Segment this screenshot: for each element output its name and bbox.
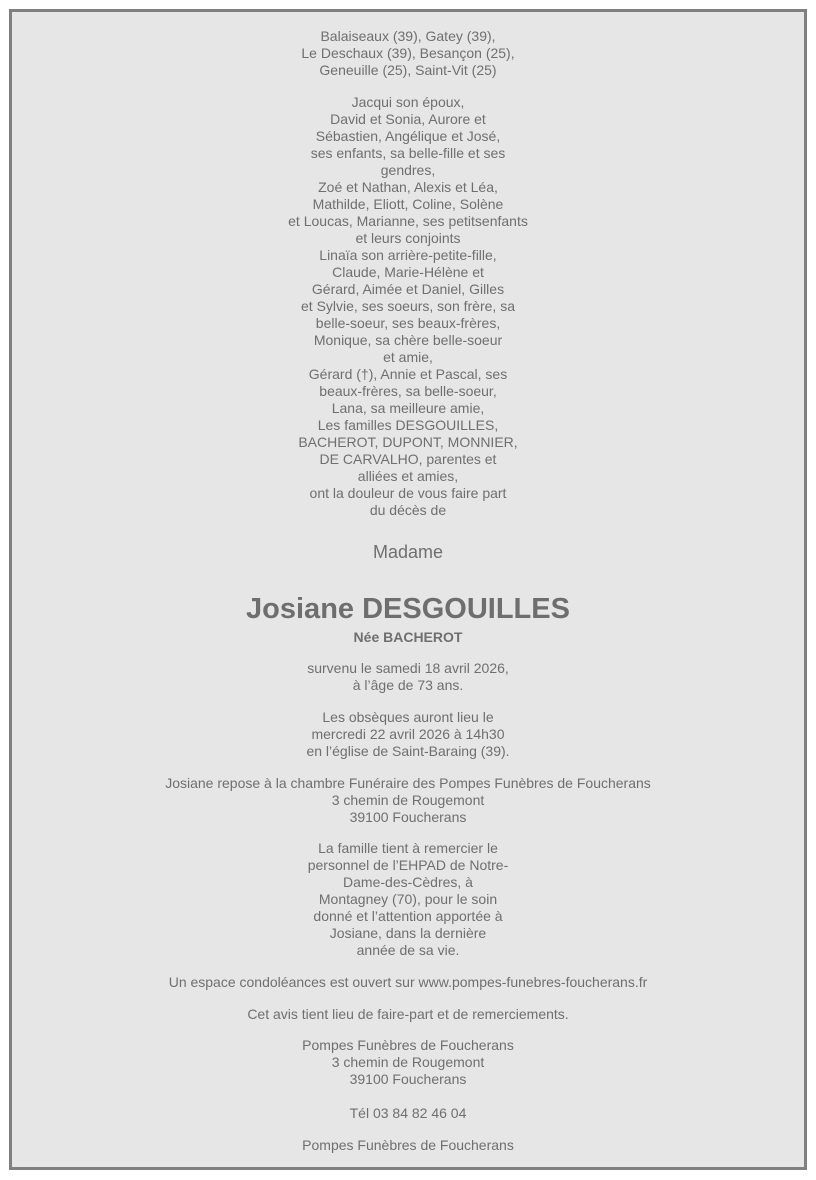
thanks-line: Montagney (70), pour le soin <box>318 891 498 907</box>
maiden-name: Née BACHEROT <box>353 629 463 645</box>
family-line: Zoé et Nathan, Alexis et Léa, <box>318 179 498 195</box>
thanks-line: année de sa vie. <box>356 942 460 958</box>
family-line: et leurs conjoints <box>355 230 461 246</box>
family-line: du décès de <box>369 502 447 518</box>
family-line: DE CARVALHO, parentes et <box>319 451 497 467</box>
deceased-name: Josiane DESGOUILLES <box>246 593 570 625</box>
thanks-line: La famille tient à remercier le <box>318 840 498 856</box>
family-line: David et Sonia, Aurore et <box>330 111 486 127</box>
repose-line: 3 chemin de Rougemont <box>331 792 485 808</box>
family-line: Les familles DESGOUILLES, <box>317 417 499 433</box>
signature-text: Pompes Funèbres de Foucherans <box>302 1137 514 1153</box>
thanks-line: donné et l’attention apportée à <box>313 908 503 924</box>
death-line: survenu le samedi 18 avril 2026, <box>307 660 509 676</box>
funeral-home-line: Pompes Funèbres de Foucherans <box>302 1037 514 1053</box>
family-line: gendres, <box>380 162 436 178</box>
family-line: Gérard, Aimée et Daniel, Gilles <box>311 281 505 297</box>
funeral-home-line: 39100 Foucherans <box>349 1071 467 1087</box>
towns-block <box>12 28 804 79</box>
funeral-block <box>12 709 804 760</box>
towns-line: Geneuille (25), Saint-Vit (25) <box>319 62 497 78</box>
thanks-block <box>12 840 804 959</box>
family-line: Lana, sa meilleure amie, <box>331 400 485 416</box>
family-line: Mathilde, Eliott, Coline, Solène <box>312 196 504 212</box>
death-line: à l’âge de 73 ans. <box>352 677 464 693</box>
family-line: Sébastien, Angélique et José, <box>315 128 501 144</box>
thanks-line: Josiane, dans la dernière <box>329 925 487 941</box>
honorific: Madame <box>372 542 444 562</box>
funeral-home-block <box>12 1037 804 1088</box>
family-line: Claude, Marie-Hélène et <box>332 264 484 280</box>
family-line: Jacqui son époux, <box>351 94 465 110</box>
thanks-line: personnel de l’EHPAD de Notre- <box>307 857 509 873</box>
funeral-home-line: 3 chemin de Rougemont <box>331 1054 485 1070</box>
funeral-line: en l’église de Saint-Baraing (39). <box>306 743 510 759</box>
notice-text: Cet avis tient lieu de faire-part et de remerciements. <box>247 1006 569 1022</box>
family-line: et Loucas, Marianne, ses petitsenfants <box>288 213 528 229</box>
family-line: ses enfants, sa belle-fille et ses <box>310 145 506 161</box>
obituary-notice <box>9 9 807 1170</box>
family-line: ont la douleur de vous faire part <box>309 485 507 501</box>
death-block <box>12 660 804 694</box>
repose-line: 39100 Foucherans <box>349 809 467 825</box>
towns-line: Balaiseaux (39), Gatey (39), <box>320 28 496 44</box>
family-line: Monique, sa chère belle-soeur <box>313 332 503 348</box>
family-line: Linaïa son arrière-petite-fille, <box>319 247 497 263</box>
family-line: et amie, <box>383 349 433 365</box>
condolences-text: Un espace condoléances est ouvert sur www.pompes-funebres-foucherans.fr <box>168 974 648 990</box>
family-line: Gérard (†), Annie et Pascal, ses <box>308 366 508 382</box>
family-block <box>12 94 804 519</box>
towns-line: Le Deschaux (39), Besançon (25), <box>301 45 515 61</box>
phone-text: Tél 03 84 82 46 04 <box>349 1105 467 1121</box>
repose-line: Josiane repose à la chambre Funéraire des Pompes Funèbres de Foucherans <box>165 775 651 791</box>
family-line: et Sylvie, ses soeurs, son frère, sa <box>301 298 515 314</box>
family-line: alliées et amies, <box>357 468 459 484</box>
funeral-line: mercredi 22 avril 2026 à 14h30 <box>311 726 505 742</box>
family-line: BACHEROT, DUPONT, MONNIER, <box>298 434 518 450</box>
funeral-line: Les obsèques auront lieu le <box>322 709 494 725</box>
repose-block <box>12 775 804 826</box>
family-line: belle-soeur, ses beaux-frères, <box>315 315 501 331</box>
family-line: beaux-frères, sa belle-soeur, <box>319 383 497 399</box>
thanks-line: Dame-des-Cèdres, à <box>343 874 473 890</box>
